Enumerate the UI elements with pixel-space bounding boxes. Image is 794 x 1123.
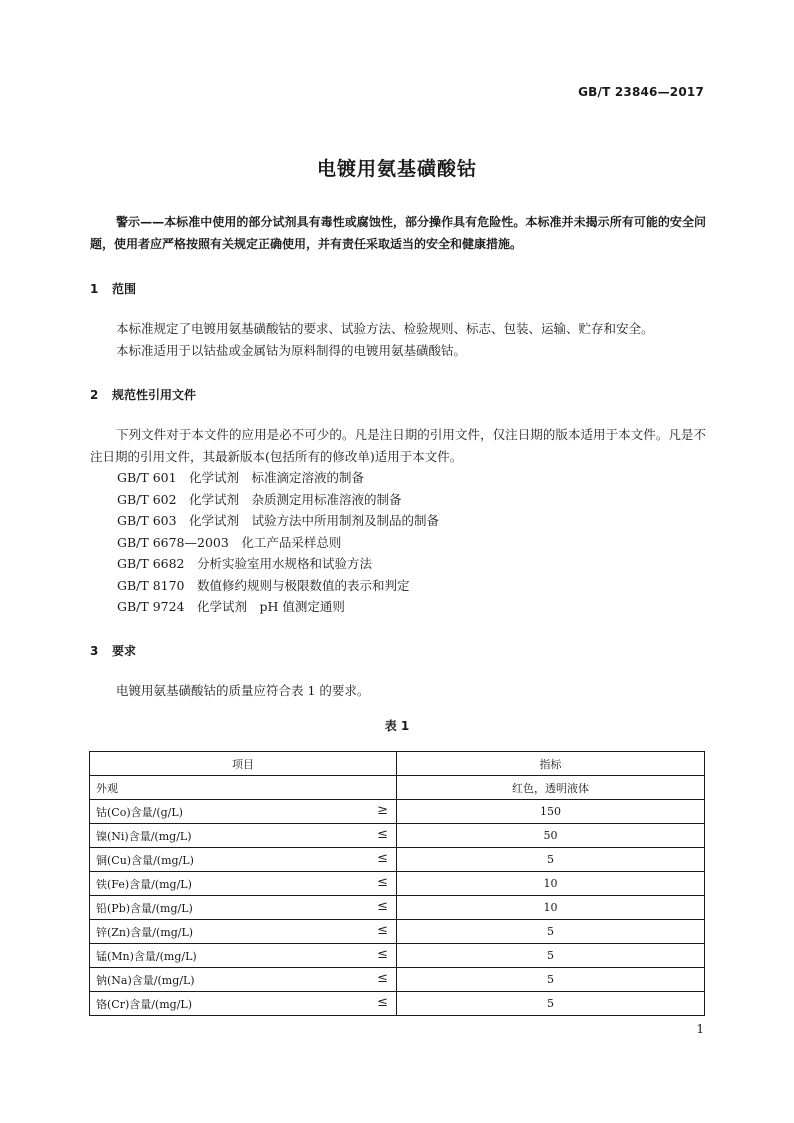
- section-number: 2: [90, 388, 99, 402]
- table-row: [90, 968, 705, 992]
- table-row: [90, 992, 705, 1016]
- limit-symbol: ≤: [377, 851, 388, 866]
- limit-symbol: ≤: [377, 899, 388, 914]
- table-caption: 表 1: [384, 719, 410, 733]
- item-label: 锰(Mn)含量/(mg/L): [96, 949, 197, 963]
- table-row: [90, 944, 705, 968]
- table-header-row: [90, 752, 705, 776]
- item-cell: [90, 776, 397, 800]
- section-title: 要求: [112, 644, 137, 658]
- table-row: [90, 800, 705, 824]
- limit-symbol: ≥: [377, 803, 388, 818]
- value-cell: 5: [397, 968, 705, 992]
- item-cell: [90, 896, 397, 920]
- standard-code: GB/T 23846—2017: [578, 85, 704, 99]
- table-row: [90, 896, 705, 920]
- table-row: [90, 848, 705, 872]
- section-3-heading: [90, 642, 136, 659]
- scope-paragraph-2: 本标准适用于以钴盐或金属钴为原料制得的电镀用氨基磺酸钴。: [116, 343, 467, 358]
- column-header-item: 项目: [90, 752, 397, 776]
- item-cell: [90, 848, 397, 872]
- value-cell: 5: [397, 920, 705, 944]
- value-cell: 150: [397, 800, 705, 824]
- item-cell: [90, 992, 397, 1016]
- value-cell: 10: [397, 872, 705, 896]
- item-cell: [90, 872, 397, 896]
- item-cell: [90, 800, 397, 824]
- reference-item: GB/T 602 化学试剂 杂质测定用标准溶液的制备: [117, 491, 402, 507]
- document-title: 电镀用氨基磺酸钴: [316, 158, 477, 180]
- item-label: 铅(Pb)含量/(mg/L): [96, 901, 193, 915]
- section-1-heading: [90, 280, 136, 297]
- reference-item: GB/T 6678—2003 化工产品采样总则: [117, 534, 342, 550]
- requirements-paragraph: 电镀用氨基磺酸钴的质量应符合表 1 的要求。: [116, 683, 370, 698]
- value-cell: 5: [397, 944, 705, 968]
- section-2-heading: [90, 386, 196, 403]
- section-title: 规范性引用文件: [112, 388, 197, 402]
- limit-symbol: ≤: [377, 971, 388, 986]
- column-header-value: 指标: [397, 752, 705, 776]
- item-label: 铜(Cu)含量/(mg/L): [96, 853, 194, 867]
- table-row: [90, 776, 705, 800]
- value-cell: 50: [397, 824, 705, 848]
- item-cell: [90, 824, 397, 848]
- reference-item: GB/T 9724 化学试剂 pH 值测定通则: [117, 599, 345, 614]
- safety-warning: 警示——本标准中使用的部分试剂具有毒性或腐蚀性，部分操作具有危险性。本标准并未揭示所有可能的安全问题，使用者应严格按照有关规定正确使用，并有责任采取适当的安全和健康措施。: [90, 215, 706, 251]
- item-label: 钠(Na)含量/(mg/L): [96, 973, 195, 987]
- reference-item: GB/T 6682 分析实验室用水规格和试验方法: [117, 556, 373, 571]
- limit-symbol: ≤: [377, 875, 388, 890]
- scope-paragraph-1: 本标准规定了电镀用氨基磺酸钴的要求、试验方法、检验规则、标志、包装、运输、贮存和安全。: [116, 321, 654, 336]
- item-label: 镍(Ni)含量/(mg/L): [96, 829, 192, 843]
- specification-table: [89, 751, 705, 1016]
- reference-item: GB/T 603 化学试剂 试验方法中所用制剂及制品的制备: [117, 513, 440, 528]
- item-label: 铬(Cr)含量/(mg/L): [96, 997, 193, 1011]
- section-title: 范围: [112, 282, 137, 296]
- limit-symbol: ≤: [377, 827, 388, 842]
- section-number: 3: [90, 644, 99, 658]
- reference-item: GB/T 8170 数值修约规则与极限数值的表示和判定: [117, 577, 410, 593]
- item-label: 钴(Co)含量/(g/L): [96, 805, 183, 819]
- value-cell: 5: [397, 992, 705, 1016]
- reference-list: [117, 467, 439, 618]
- item-label: 铁(Fe)含量/(mg/L): [96, 877, 192, 891]
- item-label: 锌(Zn)含量/(mg/L): [96, 925, 194, 939]
- limit-symbol: ≤: [377, 995, 388, 1010]
- value-cell: 红色，透明液体: [397, 776, 705, 800]
- value-cell: 5: [397, 848, 705, 872]
- value-cell: 10: [397, 896, 705, 920]
- reference-item: GB/T 601 化学试剂 标准滴定溶液的制备: [117, 470, 365, 485]
- section-number: 1: [90, 282, 99, 296]
- limit-symbol: ≤: [377, 947, 388, 962]
- table-row: [90, 824, 705, 848]
- table-row: [90, 872, 705, 896]
- item-cell: [90, 968, 397, 992]
- table-row: [90, 920, 705, 944]
- page-number: 1: [696, 1022, 704, 1036]
- item-cell: [90, 920, 397, 944]
- item-cell: [90, 944, 397, 968]
- references-intro: 下列文件对于本文件的应用是必不可少的。凡是注日期的引用文件，仅注日期的版本适用于本文件。凡是不注日期的引用文件，其最新版本(包括所有的修改单)适用于本文件。: [90, 427, 706, 464]
- limit-symbol: ≤: [377, 923, 388, 938]
- item-label: 外观: [96, 781, 118, 795]
